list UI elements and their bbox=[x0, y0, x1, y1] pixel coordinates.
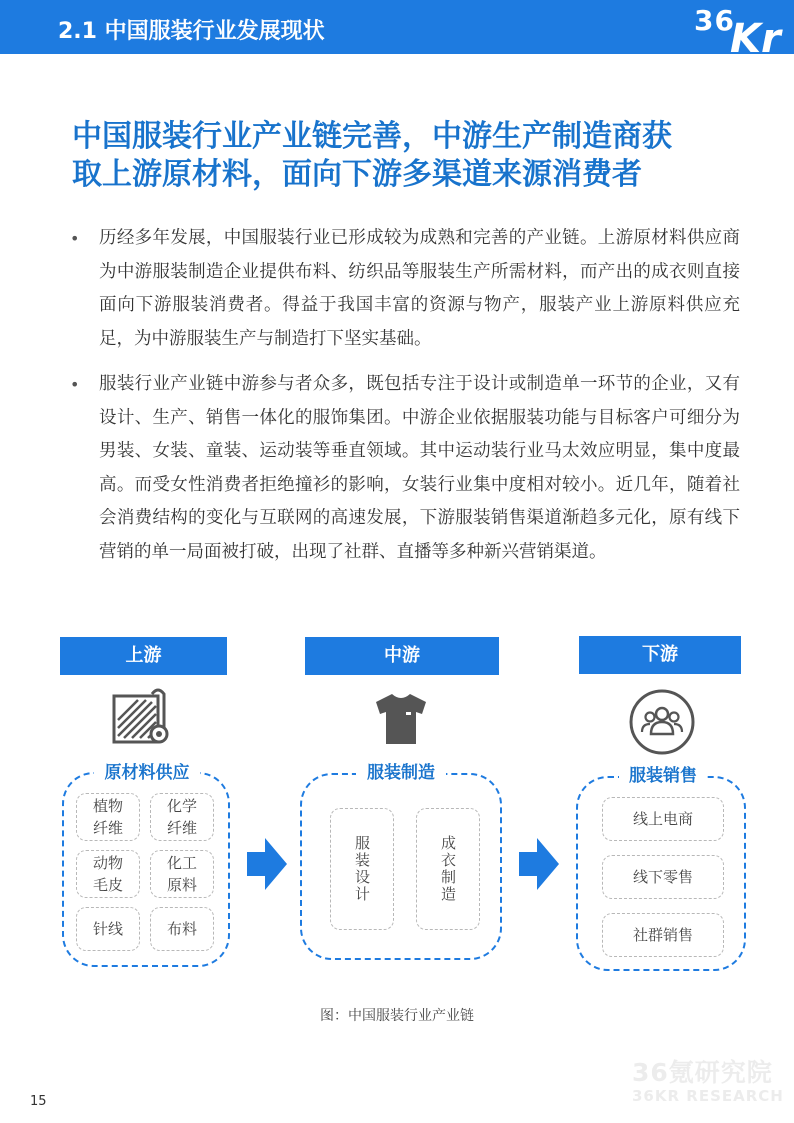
item-text: 动物 bbox=[92, 854, 123, 872]
bullet-marker: • bbox=[70, 375, 80, 394]
bullet-text: 服装行业产业链中游参与者众多，既包括专注于设计或制造单一环节的企业，又有设计、生产、销售一体化的服饰集团。中游企业依据服装功能与目标客户可细分为男装、女装、童装、运动装等垂直领域。其中运动装行业马太效应明显，集中度最高。而受女性消费者拒绝撞衫的影响，女装行业集中度相对较小。近几年，随着社会消费结构的变化与互联网的高速发展，下游服装销售渠道渐趋多元化，原有线下营销的单一局面被打破，出现了社群、直播等多种新兴营销渠道。 bbox=[99, 374, 740, 562]
item-text: 布料 bbox=[166, 920, 197, 938]
bullet-marker: • bbox=[70, 229, 80, 248]
upstream-group-label: 原材料供应 bbox=[94, 762, 200, 784]
header-bar bbox=[0, 0, 794, 62]
item-text: 原料 bbox=[166, 876, 197, 894]
item-text: 纤维 bbox=[92, 819, 123, 837]
brand-logo-36: 36 bbox=[694, 4, 735, 37]
headline-line-2: 取上游原材料，面向下游多渠道来源消费者 bbox=[72, 157, 642, 192]
people-group-icon bbox=[628, 688, 696, 756]
upstream-item-thread bbox=[76, 907, 140, 951]
item-text: 成衣制造 bbox=[439, 835, 457, 903]
brand-logo bbox=[690, 4, 794, 62]
item-text: 社群销售 bbox=[632, 926, 693, 944]
downstream-item-online bbox=[602, 797, 724, 841]
downstream-item-community bbox=[602, 913, 724, 957]
bullet-paragraph-1 bbox=[70, 222, 740, 356]
midstream-group-label: 服装制造 bbox=[356, 762, 446, 784]
midstream-header: 中游 bbox=[305, 637, 499, 675]
t-shirt-icon bbox=[372, 690, 430, 746]
upstream-item-animal-fur bbox=[76, 850, 140, 898]
item-text: 化工 bbox=[166, 854, 197, 872]
downstream-header: 下游 bbox=[579, 636, 741, 674]
upstream-header: 上游 bbox=[60, 637, 227, 675]
downstream-group-label: 服装销售 bbox=[619, 765, 707, 787]
upstream-item-plant-fiber bbox=[76, 793, 140, 841]
fabric-roll-icon bbox=[112, 684, 170, 744]
watermark-cn: 36氪研究院 bbox=[632, 1058, 773, 1087]
downstream-item-offline bbox=[602, 855, 724, 899]
flow-arrow-icon bbox=[519, 838, 559, 890]
page-number: 15 bbox=[30, 1094, 47, 1109]
upstream-item-fabric bbox=[150, 907, 214, 951]
upstream-item-chemical-fiber bbox=[150, 793, 214, 841]
item-text: 针线 bbox=[92, 920, 123, 938]
item-text: 化学 bbox=[166, 797, 197, 815]
item-text: 毛皮 bbox=[92, 876, 123, 894]
item-text: 线上电商 bbox=[632, 810, 693, 828]
figure-caption: 图：中国服装行业产业链 bbox=[320, 1008, 474, 1024]
bullet-text: 历经多年发展，中国服装行业已形成较为成熟和完善的产业链。上游原材料供应商为中游服装制造企业提供布料、纺织品等服装生产所需材料，而产出的成衣则直接面向下游服装消费者。得益于我国丰富的资源与物产，服装产业上游原料供应充足，为中游服装生产与制造打下坚实基础。 bbox=[99, 228, 740, 349]
section-title: 2.1 中国服装行业发展现状 bbox=[58, 19, 325, 44]
item-text: 纤维 bbox=[166, 819, 197, 837]
headline-line-1: 中国服装行业产业链完善，中游生产制造商获 bbox=[72, 119, 672, 154]
upstream-item-chemical-material bbox=[150, 850, 214, 898]
midstream-item-manufacturing bbox=[416, 808, 480, 930]
bullet-paragraph-2 bbox=[70, 368, 740, 569]
watermark-en: 36KR RESEARCH bbox=[632, 1087, 784, 1105]
item-text: 服装设计 bbox=[353, 835, 371, 903]
flow-arrow-icon bbox=[247, 838, 287, 890]
brand-logo-kr: Kr bbox=[730, 16, 781, 62]
item-text: 植物 bbox=[92, 797, 123, 815]
headline bbox=[72, 118, 752, 194]
item-text: 线下零售 bbox=[632, 868, 693, 886]
midstream-item-design bbox=[330, 808, 394, 930]
